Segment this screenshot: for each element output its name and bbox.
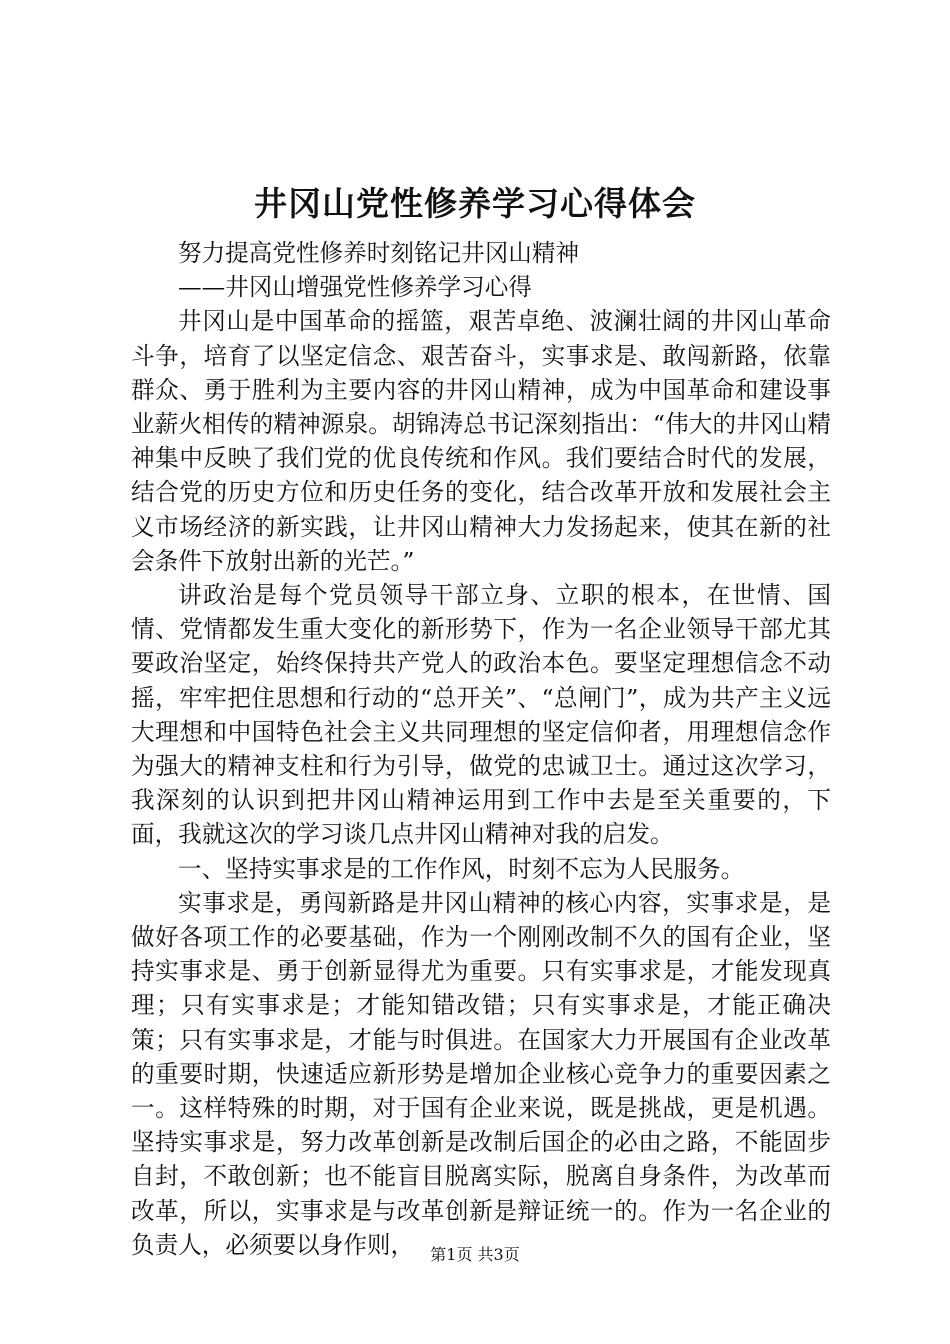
document-body	[131, 236, 831, 1262]
document-title: 井冈山党性修养学习心得体会	[254, 184, 696, 223]
body-paragraph: 实事求是，勇闯新路是井冈山精神的核心内容，实事求是，是做好各项工作的必要基础，作为一个刚刚改制不久的国有企业，坚持实事求是、勇于创新显得尤为重要。只有实事求是，才能发现真理；只有实事求是；才能知错改错；只有实事求是，才能正确决策；只有实事求是，才能与时俱进。在国家大力开展国有企业改革的重要时期，快速适应新形势是增加企业核心竞争力的重要因素之一。这样特殊的时期，对于国有企业来说，既是挑战，更是机遇。坚持实事求是，努力改革创新是改制后国企的必由之路，不能固步自封，不敢创新；也不能盲目脱离实际，脱离自身条件，为改革而改革，所以，实事求是与改革创新是辩证统一的。作为一名企业的负责人，必须要以身作则，	[131, 888, 831, 1259]
subtitle-line: 努力提高党性修养时刻铭记井冈山精神	[178, 239, 580, 267]
page-number-footer: 第1页 共3页	[430, 1245, 520, 1264]
body-paragraph: 讲政治是每个党员领导干部立身、立职的根本，在世情、国情、党情都发生重大变化的新形势下，作为一名企业领导干部尤其要政治坚定，始终保持共产党人的政治本色。要坚定理想信念不动摇，牢牢把住思想和行动的“总开关”、“总闸门”，成为共产主义远大理想和中国特色社会主义共同理想的坚定信仰者，用理想信念作为强大的精神支柱和行为引导，做党的忠诚卫士。通过这次学习，我深刻的认识到把井冈山精神运用到工作中去是至关重要的，下面，我就这次的学习谈几点井冈山精神对我的启发。	[131, 581, 831, 849]
section-heading: 一、坚持实事求是的工作作风，时刻不忘为人民服务。	[178, 854, 745, 883]
body-paragraph: 井冈山是中国革命的摇篮，艰苦卓绝、波澜壮阔的井冈山革命斗争，培育了以坚定信念、艰苦奋斗，实事求是、敢闯新路，依靠群众、勇于胜利为主要内容的井冈山精神，成为中国革命和建设事业薪火相传的精神源泉。胡锦涛总书记深刻指出：“伟大的井冈山精神集中反映了我们党的优良传统和作风。我们要结合时代的发展，结合党的历史方位和历史任务的变化，结合改革开放和发展社会主义市场经济的新实践，让井冈山精神大力发扬起来，使其在新的社会条件下放射出新的光芒。”	[131, 307, 831, 575]
subtitle-source-line: ——井冈山增强党性修养学习心得	[178, 273, 532, 302]
